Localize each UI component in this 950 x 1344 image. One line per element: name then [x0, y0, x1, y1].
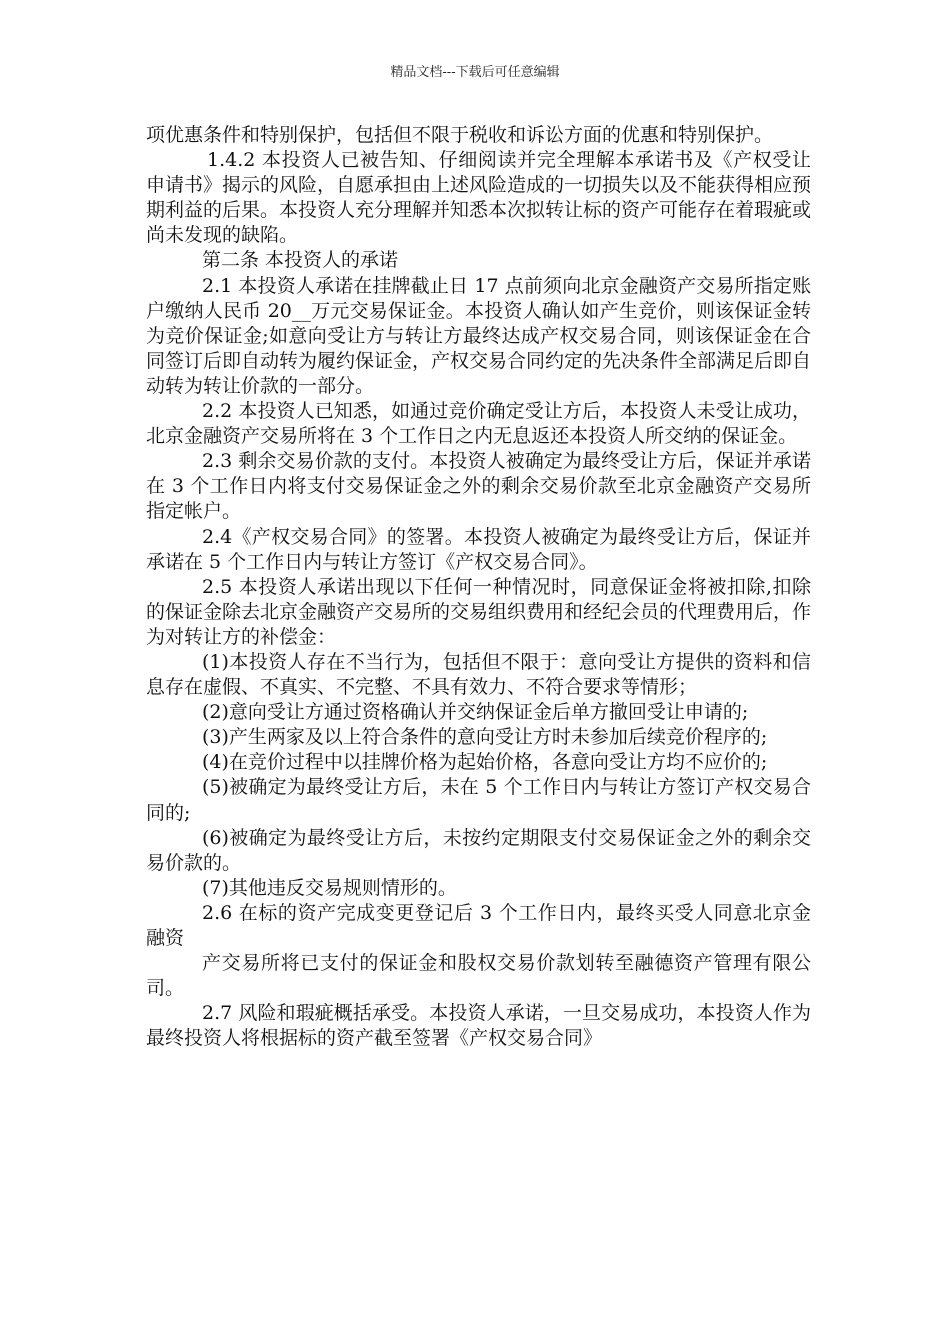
- paragraph-1-4-2: 1.4.2 本投资人已被告知、仔细阅读并完全理解本承诺书及《产权受让申请书》揭示的风险，自愿承担由上述风险造成的一切损失以及不能获得相应预期利益的后果。本投资人充分理解并知悉本次拟转让标的资产可能存在着瑕疵或尚未发现的缺陷。: [146, 149, 812, 247]
- list-item-1: (1)本投资人存在不当行为，包括但不限于：意向受让方提供的资料和信息存在虚假、不真实、不完整、不具有效力、不符合要求等情形；: [146, 650, 811, 699]
- paragraph-2-6: 2.6 在标的资产完成变更登记后 3 个工作日内，最终买受人同意北京金融资: [146, 901, 811, 949]
- list-item-3: (3)产生两家及以上符合条件的意向受让方时未参加后续竞价程序的;: [202, 726, 768, 749]
- page-header: 精品文档---下载后可任意编辑: [390, 65, 560, 80]
- paragraph-2-3: 2.3 剩余交易价款的支付。本投资人被确定为最终受让方后，保证并承诺在 3 个工作日内将支付交易保证金之外的剩余交易价款至北京金融资产交易所指定帐户。: [146, 450, 811, 523]
- paragraph-2-5: 2.5 本投资人承诺出现以下任何一种情况时，同意保证金将被扣除,扣除的保证金除去北京金融资产交易所的交易组织费用和经纪会员的代理费用后，作为对转让方的补偿金：: [146, 575, 812, 648]
- list-item-2: (2)意向受让方通过资格确认并交纳保证金后单方撤回受让申请的;: [202, 701, 749, 724]
- paragraph-2-6-continued: 产交易所将已支付的保证金和股权交易价款划转至融德资产管理有限公司。: [146, 952, 811, 1000]
- list-item-6: (6)被确定为最终受让方后，未按约定期限支付交易保证金之外的剩余交易价款的。: [146, 826, 811, 874]
- list-item-4: (4)在竞价过程中以挂牌价格为起始价格，各意向受让方均不应价的;: [202, 751, 768, 774]
- list-item-5: (5)被确定为最终受让方后，未在 5 个工作日内与转让方签订产权交易合同的;: [146, 776, 811, 824]
- paragraph-2-2: 2.2 本投资人已知悉，如通过竞价确定受让方后，本投资人未受让成功，北京金融资产交易所将在 3 个工作日之内无息返还本投资人所交纳的保证金。: [146, 400, 811, 448]
- list-item-7: (7)其他违反交易规则情形的。: [202, 876, 457, 899]
- document-body: [146, 123, 811, 1051]
- section-heading-article-2: 第二条 本投资人的承诺: [202, 249, 399, 272]
- paragraph-2-7: 2.7 风险和瑕疵概括承受。本投资人承诺，一旦交易成功，本投资人作为最终投资人将根据标的资产截至签署《产权交易合同》: [146, 1002, 811, 1050]
- paragraph-2-4: 2.4《产权交易合同》的签署。本投资人被确定为最终受让方后，保证并承诺在 5 个工作日内与转让方签订《产权交易合同》。: [146, 525, 811, 573]
- paragraph-2-1: 2.1 本投资人承诺在挂牌截止日 17 点前须向北京金融资产交易所指定账户缴纳人民币 20__万元交易保证金。本投资人确认如产生竞价，则该保证金转为竞价保证金;如意向受让方与转让方最终达成产权交易合同，则该保证金在合同签订后即自动转为履约保证金，产权交易合同约定的先决条件全部满足后即自动转为转让价款的一部分。: [146, 274, 812, 397]
- paragraph-continued: 项优惠条件和特别保护，包括但不限于税收和诉讼方面的优惠和特别保护。: [146, 124, 774, 146]
